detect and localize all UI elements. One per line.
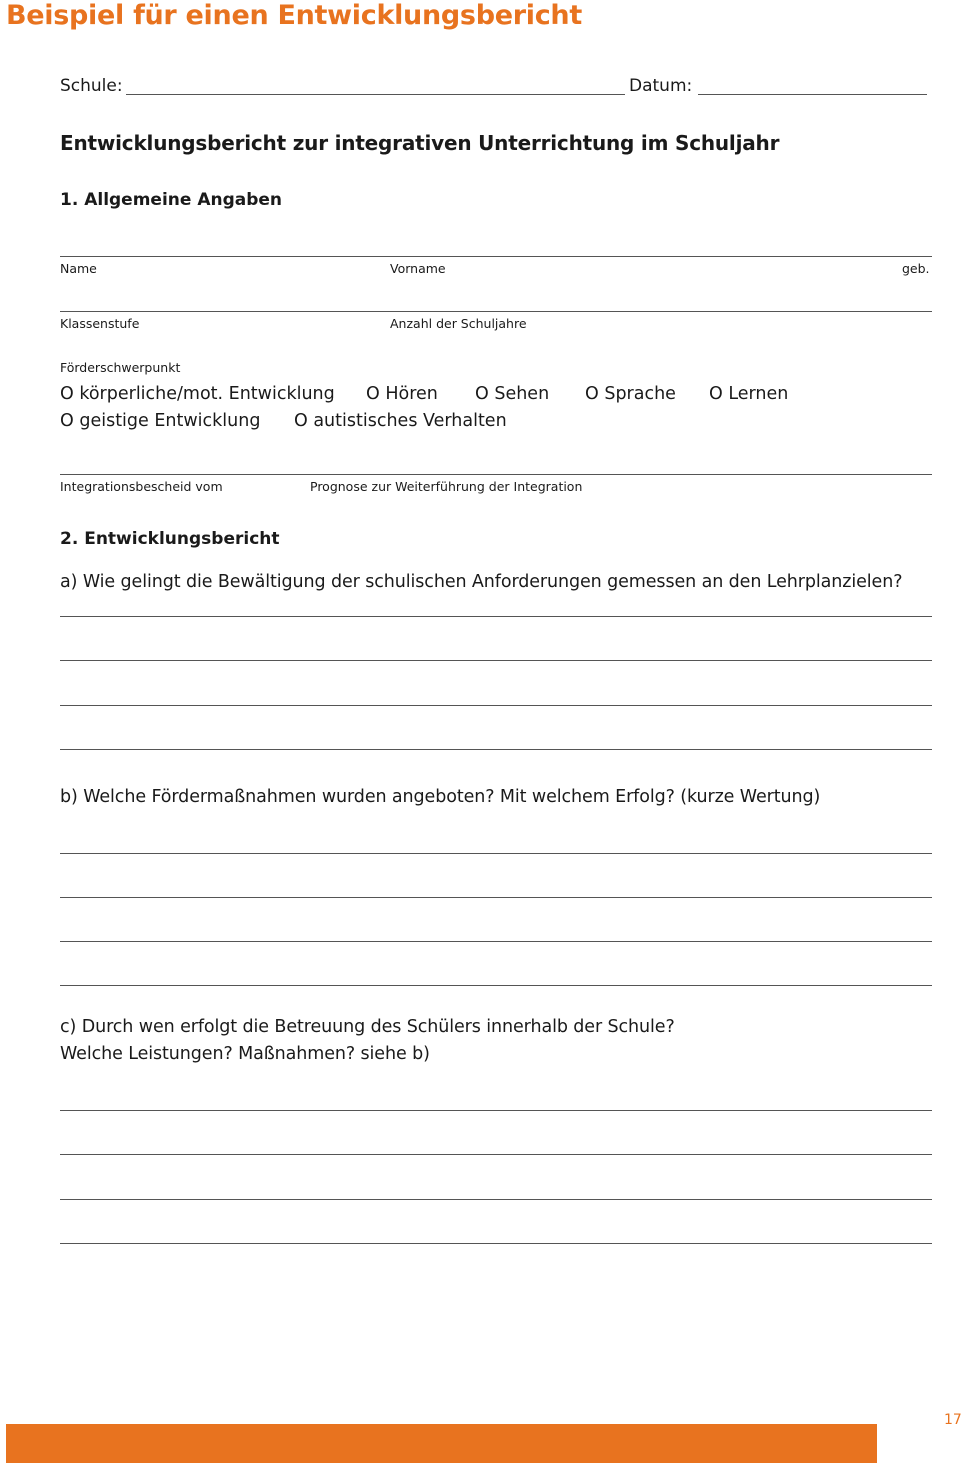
integration-row-line[interactable]	[60, 474, 932, 475]
question-c-line2: Welche Leistungen? Maßnahmen? siehe b)	[60, 1044, 430, 1064]
answer-b-line[interactable]	[60, 941, 932, 942]
answer-a-line[interactable]	[60, 660, 932, 661]
answer-c-line[interactable]	[60, 1243, 932, 1244]
date-input-line[interactable]	[698, 94, 927, 95]
focus-option-mental[interactable]: O geistige Entwicklung	[60, 411, 261, 431]
name-label: Name	[60, 261, 97, 276]
answer-a-line[interactable]	[60, 749, 932, 750]
prognosis-label: Prognose zur Weiterführung der Integration	[310, 479, 583, 494]
answer-c-line[interactable]	[60, 1199, 932, 1200]
footer-accent-bar	[6, 1424, 877, 1463]
question-a: a) Wie gelingt die Bewältigung der schulischen Anforderungen gemessen an den Lehrplanzielen?	[60, 572, 903, 592]
grade-label: Klassenstufe	[60, 316, 140, 331]
focus-option-hearing[interactable]: O Hören	[366, 384, 438, 404]
school-years-label: Anzahl der Schuljahre	[390, 316, 527, 331]
answer-c-line[interactable]	[60, 1154, 932, 1155]
name-row-line[interactable]	[60, 256, 932, 257]
focus-option-physical[interactable]: O körperliche/mot. Entwicklung	[60, 384, 335, 404]
page-title: Beispiel für einen Entwicklungsbericht	[6, 0, 582, 31]
question-c-line1: c) Durch wen erfolgt die Betreuung des Schülers innerhalb der Schule?	[60, 1017, 675, 1037]
focus-option-seeing[interactable]: O Sehen	[475, 384, 550, 404]
integration-decision-label: Integrationsbescheid vom	[60, 479, 223, 494]
focus-option-learning[interactable]: O Lernen	[709, 384, 789, 404]
focus-option-language[interactable]: O Sprache	[585, 384, 676, 404]
answer-b-line[interactable]	[60, 985, 932, 986]
date-label: Datum:	[629, 76, 693, 96]
answer-b-line[interactable]	[60, 853, 932, 854]
school-label: Schule:	[60, 76, 123, 96]
question-b: b) Welche Fördermaßnahmen wurden angeboten? Mit welchem Erfolg? (kurze Wertung)	[60, 787, 821, 807]
main-heading: Entwicklungsbericht zur integrativen Unterrichtung im Schuljahr	[60, 131, 780, 155]
focus-label: Förderschwerpunkt	[60, 360, 181, 375]
born-label: geb.	[902, 261, 930, 276]
section2-heading: 2. Entwicklungsbericht	[60, 529, 280, 549]
answer-c-line[interactable]	[60, 1110, 932, 1111]
answer-b-line[interactable]	[60, 897, 932, 898]
grade-row-line[interactable]	[60, 311, 932, 312]
answer-a-line[interactable]	[60, 705, 932, 706]
answer-a-line[interactable]	[60, 616, 932, 617]
page-number: 17	[944, 1412, 962, 1428]
section1-heading: 1. Allgemeine Angaben	[60, 190, 283, 210]
first-name-label: Vorname	[390, 261, 446, 276]
focus-option-autistic[interactable]: O autistisches Verhalten	[294, 411, 507, 431]
school-input-line[interactable]	[126, 94, 625, 95]
